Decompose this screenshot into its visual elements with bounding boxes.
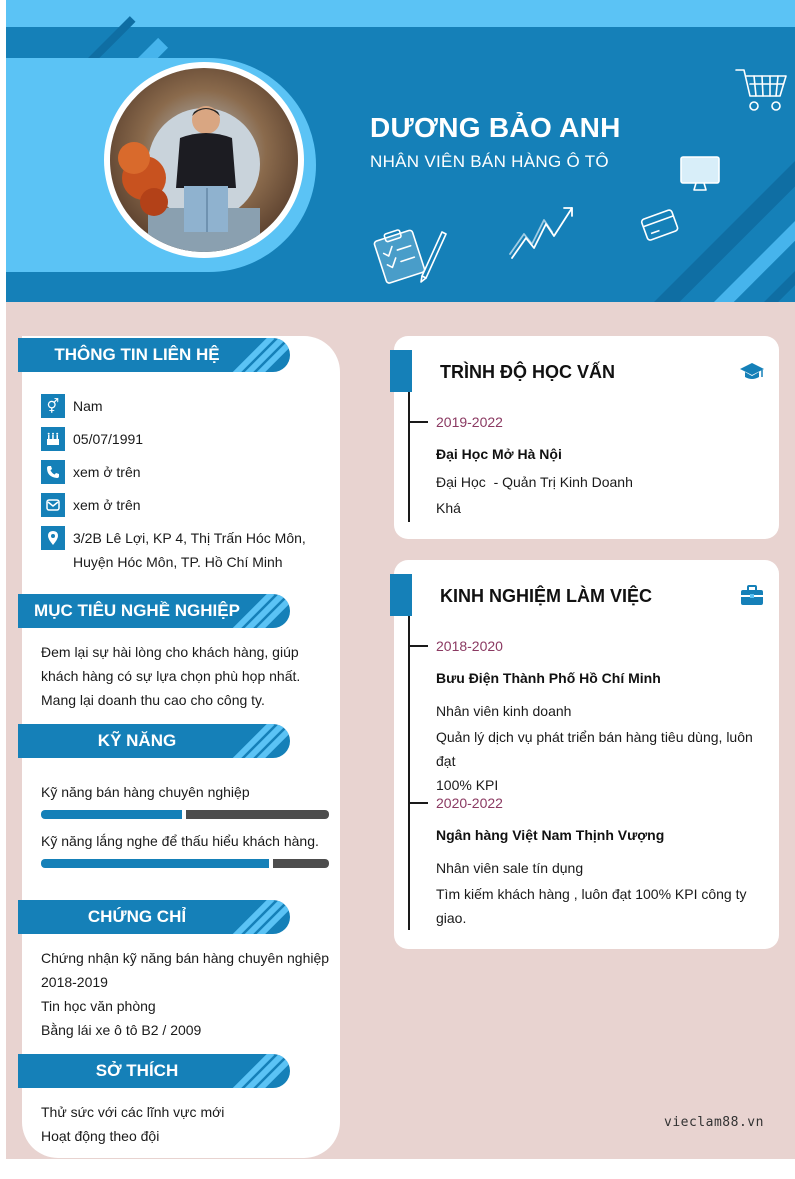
- experience-period: 2018-2020: [436, 638, 503, 654]
- graduation-cap-icon: [739, 358, 765, 384]
- birthday-cake-icon: [41, 427, 65, 451]
- timeline-tick: [410, 421, 428, 423]
- email-text: xem ở trên: [73, 497, 141, 513]
- certificate-line: Chứng nhận kỹ năng bán hàng chuyên nghiệp: [41, 950, 330, 966]
- education-card: [394, 336, 779, 539]
- address-line-2: Huyện Hóc Môn, TP. Hồ Chí Minh: [73, 554, 283, 570]
- gender-icon: ⚥: [41, 394, 65, 418]
- skill-bar-fill: [41, 810, 182, 819]
- experience-desc-line: 100% KPI: [436, 777, 499, 793]
- phone-icon: [41, 460, 65, 484]
- shopping-cart-icon: [734, 66, 790, 114]
- experience-detail: [436, 856, 774, 930]
- experience-title: KINH NGHIỆM LÀM VIỆC: [440, 586, 653, 606]
- objective-line: khách hàng có sự lựa chọn phù họp nhất.: [41, 668, 301, 684]
- candidate-job-title: NHÂN VIÊN BÁN HÀNG Ô TÔ: [370, 152, 609, 171]
- skills-section-title: [18, 724, 290, 758]
- hobbies-title-text: SỞ THÍCH: [95, 1061, 179, 1080]
- growth-chart-icon: [506, 202, 580, 264]
- education-detail: [436, 470, 774, 520]
- credit-card-icon: [638, 206, 682, 246]
- briefcase-icon: [739, 582, 765, 608]
- candidate-name: DƯƠNG BẢO ANH: [370, 112, 621, 143]
- phone-text: xem ở trên: [73, 464, 141, 480]
- education-timeline: [408, 392, 410, 522]
- experience-company: Ngân hàng Việt Nam Thịnh Vượng: [436, 827, 665, 843]
- certificate-line: 2018-2019: [41, 974, 108, 990]
- hobby-line: Thử sức với các lĩnh vực mới: [41, 1104, 225, 1120]
- contact-birthday-row: [41, 427, 143, 451]
- education-grade: Khá: [436, 500, 461, 516]
- gender-text: Nam: [73, 398, 103, 414]
- email-icon: [41, 493, 65, 517]
- education-degree: Đại Học - Quản Trị Kinh Doanh: [436, 474, 633, 490]
- experience-detail: [436, 699, 774, 797]
- education-title: TRÌNH ĐỘ HỌC VẤN: [440, 362, 615, 382]
- monitor-icon: [678, 154, 722, 194]
- timeline-tick: [410, 802, 428, 804]
- timeline-tick: [410, 645, 428, 647]
- objective-title-text: MỤC TIÊU NGHỀ NGHIỆP: [34, 601, 240, 620]
- skill-bar-remaining: [186, 810, 329, 819]
- watermark-text: vieclam88.vn: [664, 1115, 764, 1130]
- contact-section-title: [18, 338, 290, 372]
- contact-title-text: THÔNG TIN LIÊN HỆ: [54, 345, 220, 364]
- objective-line: Mang lại doanh thu cao cho công ty.: [41, 692, 265, 708]
- skill-label: Kỹ năng bán hàng chuyên nghiệp: [41, 784, 250, 800]
- profile-photo: [110, 68, 298, 252]
- objective-text: [41, 640, 300, 712]
- experience-role: Nhân viên kinh doanh: [436, 703, 572, 719]
- address-line-1: 3/2B Lê Lợi, KP 4, Thị Trấn Hóc Môn,: [73, 530, 306, 546]
- experience-desc-line: Tìm kiếm khách hàng , luôn đạt 100% KPI công ty: [436, 886, 747, 902]
- skill-bar: [41, 810, 329, 819]
- birthday-text: 05/07/1991: [73, 431, 144, 447]
- experience-company: Bưu Điện Thành Phố Hồ Chí Minh: [436, 670, 661, 686]
- contact-phone-row: [41, 460, 141, 484]
- objective-line: Đem lại sự hài lòng cho khách hàng, giúp: [41, 644, 299, 660]
- hobbies-section-title: [18, 1054, 290, 1088]
- experience-timeline: [408, 616, 410, 930]
- skill-bar-fill: [41, 859, 269, 868]
- education-school: Đại Học Mở Hà Nội: [436, 446, 562, 462]
- cv-header: [6, 0, 795, 302]
- certificates-text: [41, 946, 329, 1042]
- certificates-section-title: [18, 900, 290, 934]
- hobbies-text: [41, 1100, 224, 1148]
- experience-card: [394, 560, 779, 949]
- clipboard-pen-icon: [372, 222, 448, 286]
- contact-email-row: [41, 493, 141, 517]
- skill-bar: [41, 859, 329, 868]
- certificate-line: Tin học văn phòng: [41, 998, 156, 1014]
- contact-gender-row: [41, 394, 103, 418]
- experience-role: Nhân viên sale tín dụng: [436, 860, 584, 876]
- certificate-line: Bằng lái xe ô tô B2 / 2009: [41, 1022, 202, 1038]
- experience-desc-line: Quản lý dịch vụ phát triển bán hàng tiêu dùng, luôn đạt: [436, 729, 753, 769]
- skills-title-text: KỸ NĂNG: [97, 731, 177, 750]
- location-pin-icon: [41, 526, 65, 550]
- education-period: 2019-2022: [436, 414, 503, 430]
- experience-flag: [390, 574, 412, 616]
- education-flag: [390, 350, 412, 392]
- skill-bar-remaining: [273, 859, 329, 868]
- skill-label: Kỹ năng lắng nghe để thấu hiểu khách hàng.: [41, 833, 319, 849]
- experience-period: 2020-2022: [436, 795, 503, 811]
- contact-address-row: [41, 526, 306, 574]
- objective-section-title: [18, 594, 290, 628]
- hobby-line: Hoạt động theo đội: [41, 1128, 160, 1144]
- cv-page: [6, 0, 795, 1159]
- certificates-title-text: CHỨNG CHỈ: [87, 907, 187, 926]
- address-text: [73, 526, 306, 574]
- experience-desc-line: giao.: [436, 910, 467, 926]
